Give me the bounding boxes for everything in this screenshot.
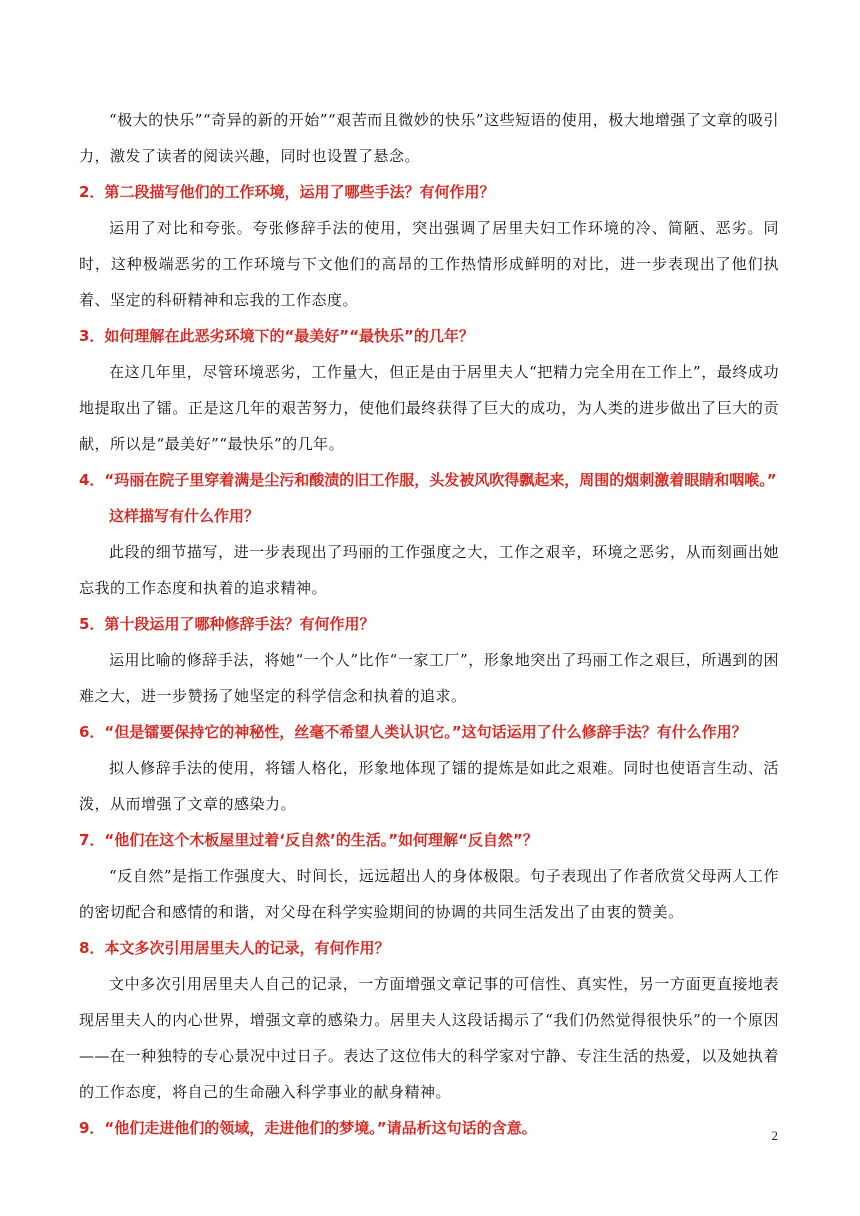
question-6: 6．“但是镭要保持它的神秘性，丝毫不希望人类认识它。”这句话运用了什么修辞手法？有什么作用？ (79, 723, 747, 741)
question-4-line-2: 这样描写有什么作用？ (109, 507, 260, 525)
question-3: 3．如何理解在此恶劣环境下的“最美好”“最快乐”的几年？ (79, 327, 474, 345)
question-4 (79, 462, 779, 534)
answer-paragraph-6: 拟人修辞手法的使用，将镭人格化，形象地体现了镭的提炼是如此之艰难。同时也使语言生动、活泼，从而增强了文章的感染力。 (79, 759, 779, 813)
answer-paragraph-3: 在这几年里，尽管环境恶劣，工作量大，但正是由于居里夫人“把精力完全用在工作上”，最终成功地提取出了镭。正是这几年的艰苦努力，使他们最终获得了巨大的成功，为人类的进步做出了巨大的贡献，所以是“最美好”“最快乐”的几年。 (79, 363, 779, 453)
question-9: 9．“他们走进他们的领域，走进他们的梦境。”请品析这句话的含意。 (79, 1119, 537, 1137)
answer-paragraph-2: 运用了对比和夸张。夸张修辞手法的使用，突出强调了居里夫妇工作环境的冷、简陋、恶劣。同时，这种极端恶劣的工作环境与下文他们的高昂的工作热情形成鲜明的对比，进一步表现出了他们执着、坚定的科研精神和忘我的工作态度。 (79, 219, 779, 309)
question-4-line-1: 4．“玛丽在院子里穿着满是尘污和酸渍的旧工作服，头发被风吹得飘起来，周围的烟刺激着眼睛和咽喉。” (79, 471, 777, 489)
document-body (79, 102, 779, 1146)
question-5: 5．第十段运用了哪种修辞手法？有何作用？ (79, 615, 375, 633)
answer-paragraph-1: “极大的快乐”“奇异的新的开始”“艰苦而且微妙的快乐”这些短语的使用，极大地增强了文章的吸引力，激发了读者的阅读兴趣，同时也设置了悬念。 (79, 111, 779, 165)
question-2: 2．第二段描写他们的工作环境，运用了哪些手法？有何作用？ (79, 183, 495, 201)
answer-paragraph-4: 此段的细节描写，进一步表现出了玛丽的工作强度之大，工作之艰辛，环境之恶劣，从而刻画出她忘我的工作态度和执着的追求精神。 (79, 543, 779, 597)
answer-paragraph-8: 文中多次引用居里夫人自己的记录，一方面增强文章记事的可信性、真实性，另一方面更直接地表现居里夫人的内心世界，增强文章的感染力。居里夫人这段话揭示了“我们仍然觉得很快乐”的一个原因——在一种独特的专心景况中过日子。表达了这位伟大的科学家对宁静、专注生活的热爱，以及她执着的工作态度，将自己的生命融入科学事业的献身精神。 (79, 975, 779, 1101)
answer-paragraph-7: “反自然”是指工作强度大、时间长，远远超出人的身体极限。句子表现出了作者欣赏父母两人工作的密切配合和感情的和谐，对父母在科学实验期间的协调的共同生活发出了由衷的赞美。 (79, 867, 779, 921)
question-8: 8．本文多次引用居里夫人的记录，有何作用？ (79, 939, 390, 957)
page-number: 2 (771, 1128, 778, 1143)
question-7: 7．“他们在这个木板屋里过着‘反自然’的生活。”如何理解“反自然”？ (79, 831, 538, 849)
answer-paragraph-5: 运用比喻的修辞手法，将她“一个人”比作“一家工厂”，形象地突出了玛丽工作之艰巨，所遇到的困难之大，进一步赞扬了她坚定的科学信念和执着的追求。 (79, 651, 779, 705)
